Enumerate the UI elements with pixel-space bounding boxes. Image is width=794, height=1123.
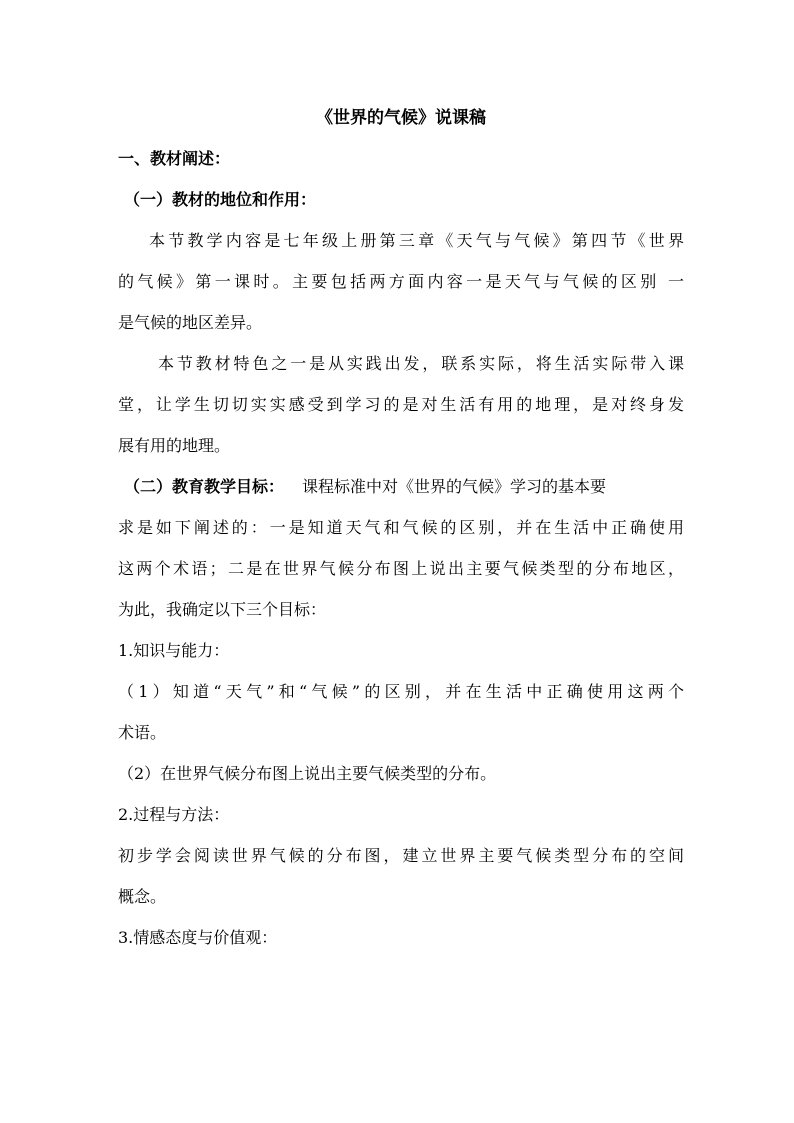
goal-heading-process: 2.过程与方法： bbox=[118, 805, 230, 824]
paragraph-line: 求是如下阐述的：一是知道天气和气候的区别，并在生活中正确使用 bbox=[118, 518, 684, 537]
paragraph-line: 为此，我确定以下三个目标： bbox=[118, 600, 327, 619]
paragraph-line: 本节教学内容是七年级上册第三章《天气与气候》第四节《世界 bbox=[149, 231, 684, 250]
paragraph-line: 这两个术语；二是在世界气候分布图上说出主要气候类型的分布地区， bbox=[118, 559, 684, 578]
paragraph-line: 概念。 bbox=[118, 887, 167, 906]
objectives-intro-line bbox=[118, 475, 684, 499]
paragraph-line: 堂，让学生切切实实感受到学习的是对生活有用的地理，是对终身发 bbox=[118, 395, 684, 414]
document-body bbox=[118, 106, 684, 950]
goal-heading-knowledge: 1.知识与能力： bbox=[118, 641, 230, 660]
goal-item: （1）知道“天气”和“气候”的区别，并在生活中正确使用这两个 bbox=[118, 682, 684, 701]
section-heading: 一、教材阐述： bbox=[118, 149, 231, 168]
paragraph-line: 本节教材特色之一是从实践出发，联系实际，将生活实际带入课 bbox=[158, 354, 684, 373]
goal-item-continuation: 术语。 bbox=[118, 723, 167, 742]
paragraph-line: 是气候的地区差异。 bbox=[118, 313, 263, 332]
paragraph-line: 的气候》第一课时。主要包括两方面内容一是天气与气候的区别 一 bbox=[118, 272, 684, 291]
goal-item: （2）在世界气候分布图上说出主要气候类型的分布。 bbox=[118, 764, 497, 783]
subsection-heading-goals: （二）教育教学目标： bbox=[124, 477, 285, 496]
paragraph-line: 展有用的地理。 bbox=[118, 436, 231, 455]
document-title: 《世界的气候》说课稿 bbox=[316, 108, 486, 128]
goal-heading-values: 3.情感态度与价值观： bbox=[118, 928, 278, 947]
subsection-heading-role: （一）教材的地位和作用： bbox=[124, 190, 317, 209]
paragraph-line: 初步学会阅读世界气候的分布图，建立世界主要气候类型分布的空间 bbox=[118, 846, 684, 865]
objectives-intro-text: 课程标准中对《世界的气候》学习的基本要 bbox=[302, 477, 607, 496]
